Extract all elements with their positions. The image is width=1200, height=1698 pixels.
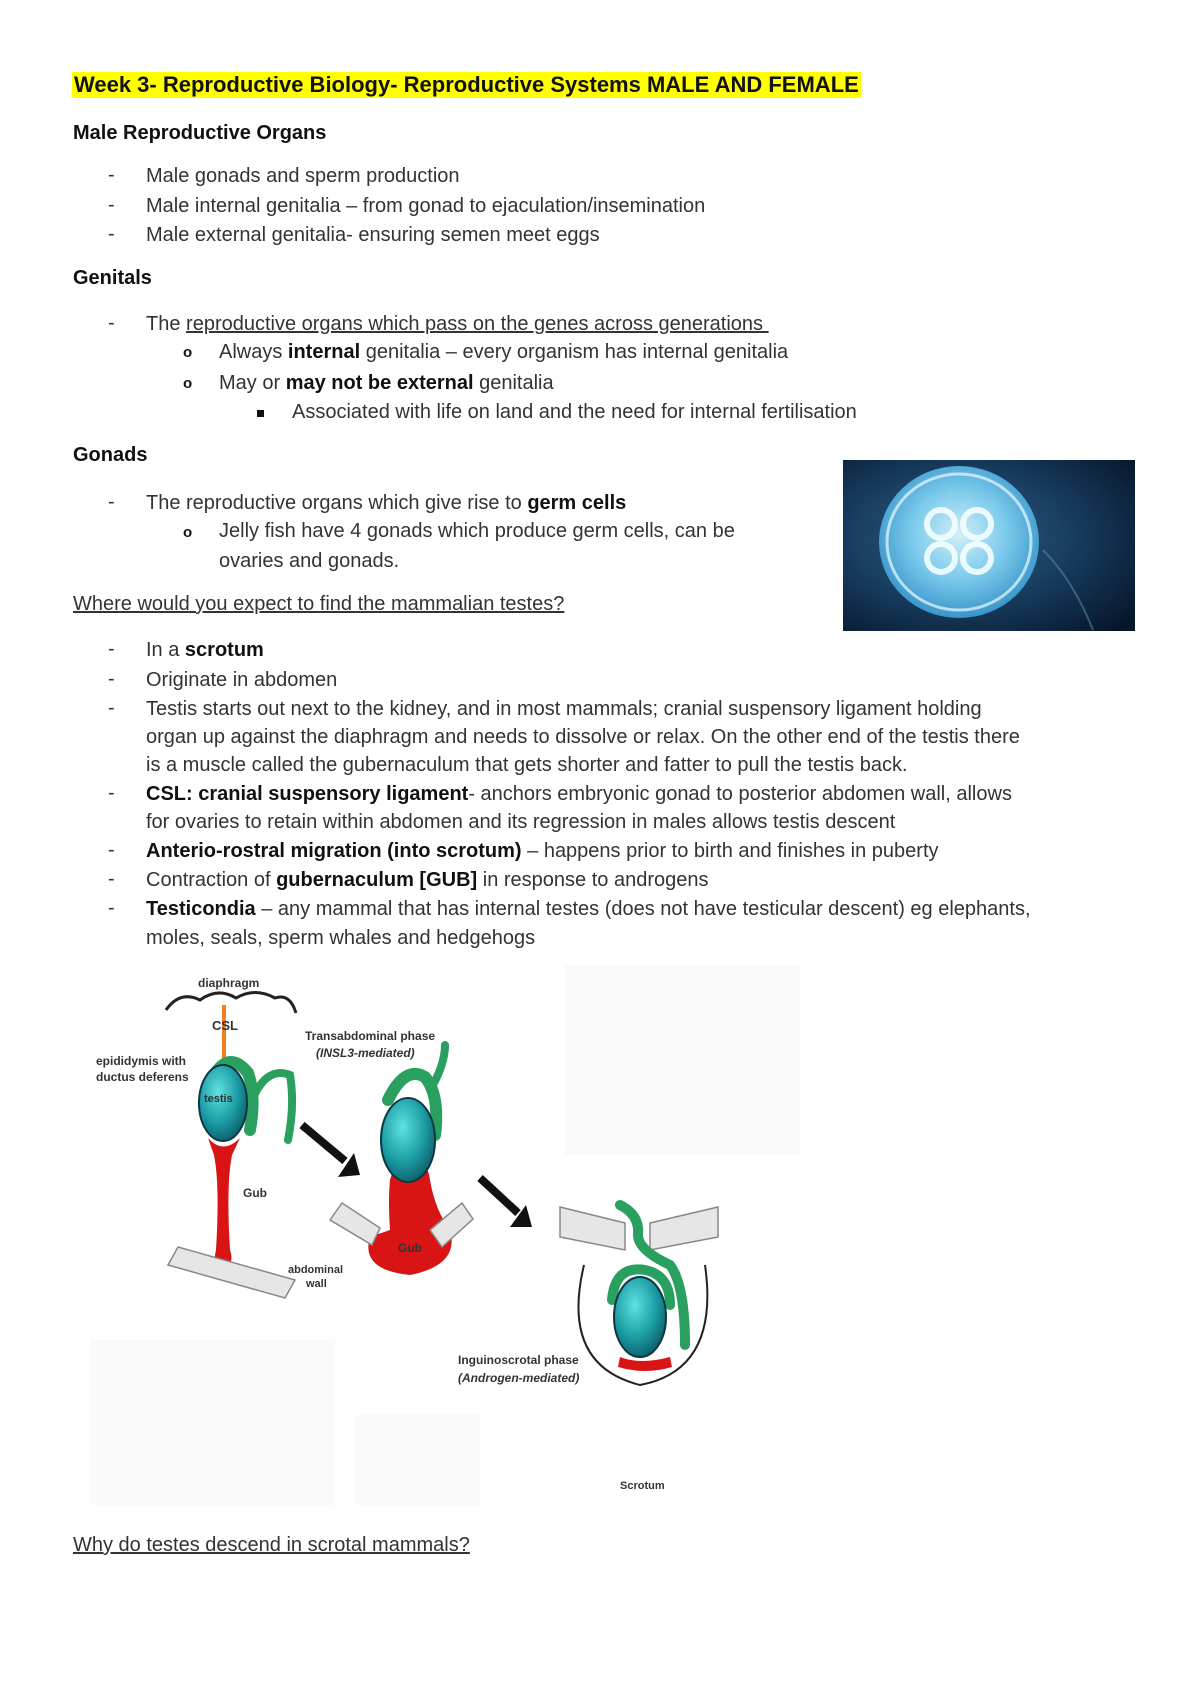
bullet-dash: - [108,223,115,245]
bullet-dash: - [108,868,115,890]
label-trans-2: (INSL3-mediated) [316,1046,415,1060]
list-item [146,637,264,664]
bullet-o: o [183,375,193,392]
text-span: – happens prior to birth and finishes in puberty [521,840,939,862]
gonads-heading: Gonads [73,444,148,466]
list-item: ovaries and gonads. [219,550,400,572]
label-epididymis-1: epididymis with [96,1054,187,1068]
list-item: Male external genitalia- ensuring semen meet eggs [146,224,600,246]
label-scrotum: Scrotum [620,1480,665,1492]
text-span: The reproductive organs which give rise to [146,492,528,514]
text-span: - anchors embryonic gonad to posterior abdomen wall, allows [468,783,1012,805]
placeholder-box [355,1415,480,1505]
list-item-cont: organ up against the diaphragm and needs to dissolve or relax. On the other end of the testis there [146,726,1020,748]
bullet-o: o [183,344,193,361]
placeholder-box [565,965,800,1155]
diaphragm-shape [166,993,296,1014]
bullet-o: o [183,524,193,541]
label-abdominal-2: wall [306,1278,327,1290]
bold-text: gubernaculum [GUB] [276,869,478,891]
genitals-heading: Genitals [73,267,152,289]
list-item [219,370,554,397]
bullet-dash: - [108,782,115,804]
bold-text: CSL: cranial suspensory ligament [146,783,469,805]
bullet-dash: - [108,312,115,334]
bullet-square [257,410,264,417]
bullet-dash: - [108,697,115,719]
list-item: Male internal genitalia – from gonad to ejaculation/insemination [146,195,706,217]
testis-shape-3 [614,1277,666,1357]
list-item: Jelly fish have 4 gonads which produce germ cells, can be [219,520,735,542]
list-item: Associated with life on land and the need for internal fertilisation [292,401,857,423]
list-item-cont: moles, seals, sperm whales and hedgehogs [146,927,536,949]
jellyfish-image [843,460,1135,631]
list-item [146,781,1012,808]
testes-question: Where would you expect to find the mammalian testes? [73,593,565,615]
label-trans-1: Transabdominal phase [305,1029,436,1043]
list-item: Male gonads and sperm production [146,165,460,187]
text-span: genitalia – every organism has internal genitalia [360,341,789,363]
descend-question: Why do testes descend in scrotal mammals? [73,1534,470,1556]
bold-text: internal [287,341,361,363]
bullet-dash: - [108,638,115,660]
bold-text: Testicondia [146,898,256,920]
list-item-cont: is a muscle called the gubernaculum that gets shorter and fatter to pull the testis back. [146,754,908,776]
list-item [146,490,626,517]
testicular-descent-diagram [90,965,810,1515]
text-span: The [146,313,187,335]
bold-text: scrotum [184,639,264,661]
gub-shape [208,1138,240,1267]
label-epididymis-2: ductus deferens [96,1070,189,1084]
list-item [146,896,1031,923]
bullet-dash: - [108,668,115,690]
bullet-dash: - [108,491,115,513]
text-span: Contraction of [146,869,277,891]
label-abdominal-1: abdominal [288,1264,344,1276]
bullet-dash: - [108,194,115,216]
text-span: – any mammal that has internal testes (does not have testicular descent) eg elephants, [255,898,1031,920]
list-item: Originate in abdomen [146,669,338,691]
label-gub-1: Gub [243,1186,267,1200]
label-ingui-2: (Androgen-mediated) [458,1371,580,1385]
placeholder-box [90,1340,335,1505]
bullet-dash: - [108,839,115,861]
bold-text: may not be external [285,372,474,394]
bold-text: germ cells [527,492,627,514]
male-organs-heading: Male Reproductive Organs [73,122,327,144]
label-diaphragm: diaphragm [198,976,260,990]
page-title: Week 3- Reproductive Biology- Reproductive Systems MALE AND FEMALE [74,72,859,97]
list-item [146,311,769,338]
list-item [146,867,708,894]
list-item [219,339,788,366]
label-ingui-1: Inguinoscrotal phase [458,1353,579,1367]
label-csl: CSL [212,1018,238,1033]
text-span: in response to androgens [477,869,709,891]
text-span: Always [219,341,288,363]
text-span: genitalia [473,372,554,394]
abdominal-wall-shape [168,1247,295,1298]
bullet-dash: - [108,897,115,919]
label-gub-2: Gub [398,1241,422,1255]
text-span: In a [146,639,185,661]
testis-shape-2 [381,1098,435,1182]
underlined-text: reproductive organs which pass on the genes across generations [186,313,769,335]
list-item: Testis starts out next to the kidney, and in most mammals; cranial suspensory ligament holding [146,698,982,720]
text-span: May or [219,372,286,394]
bold-text: Anterio-rostral migration (into scrotum) [146,840,522,862]
list-item-cont: for ovaries to retain within abdomen and its regression in males allows testis descent [146,811,896,833]
list-item [146,838,939,865]
label-testis: testis [204,1093,233,1105]
bullet-dash: - [108,164,115,186]
